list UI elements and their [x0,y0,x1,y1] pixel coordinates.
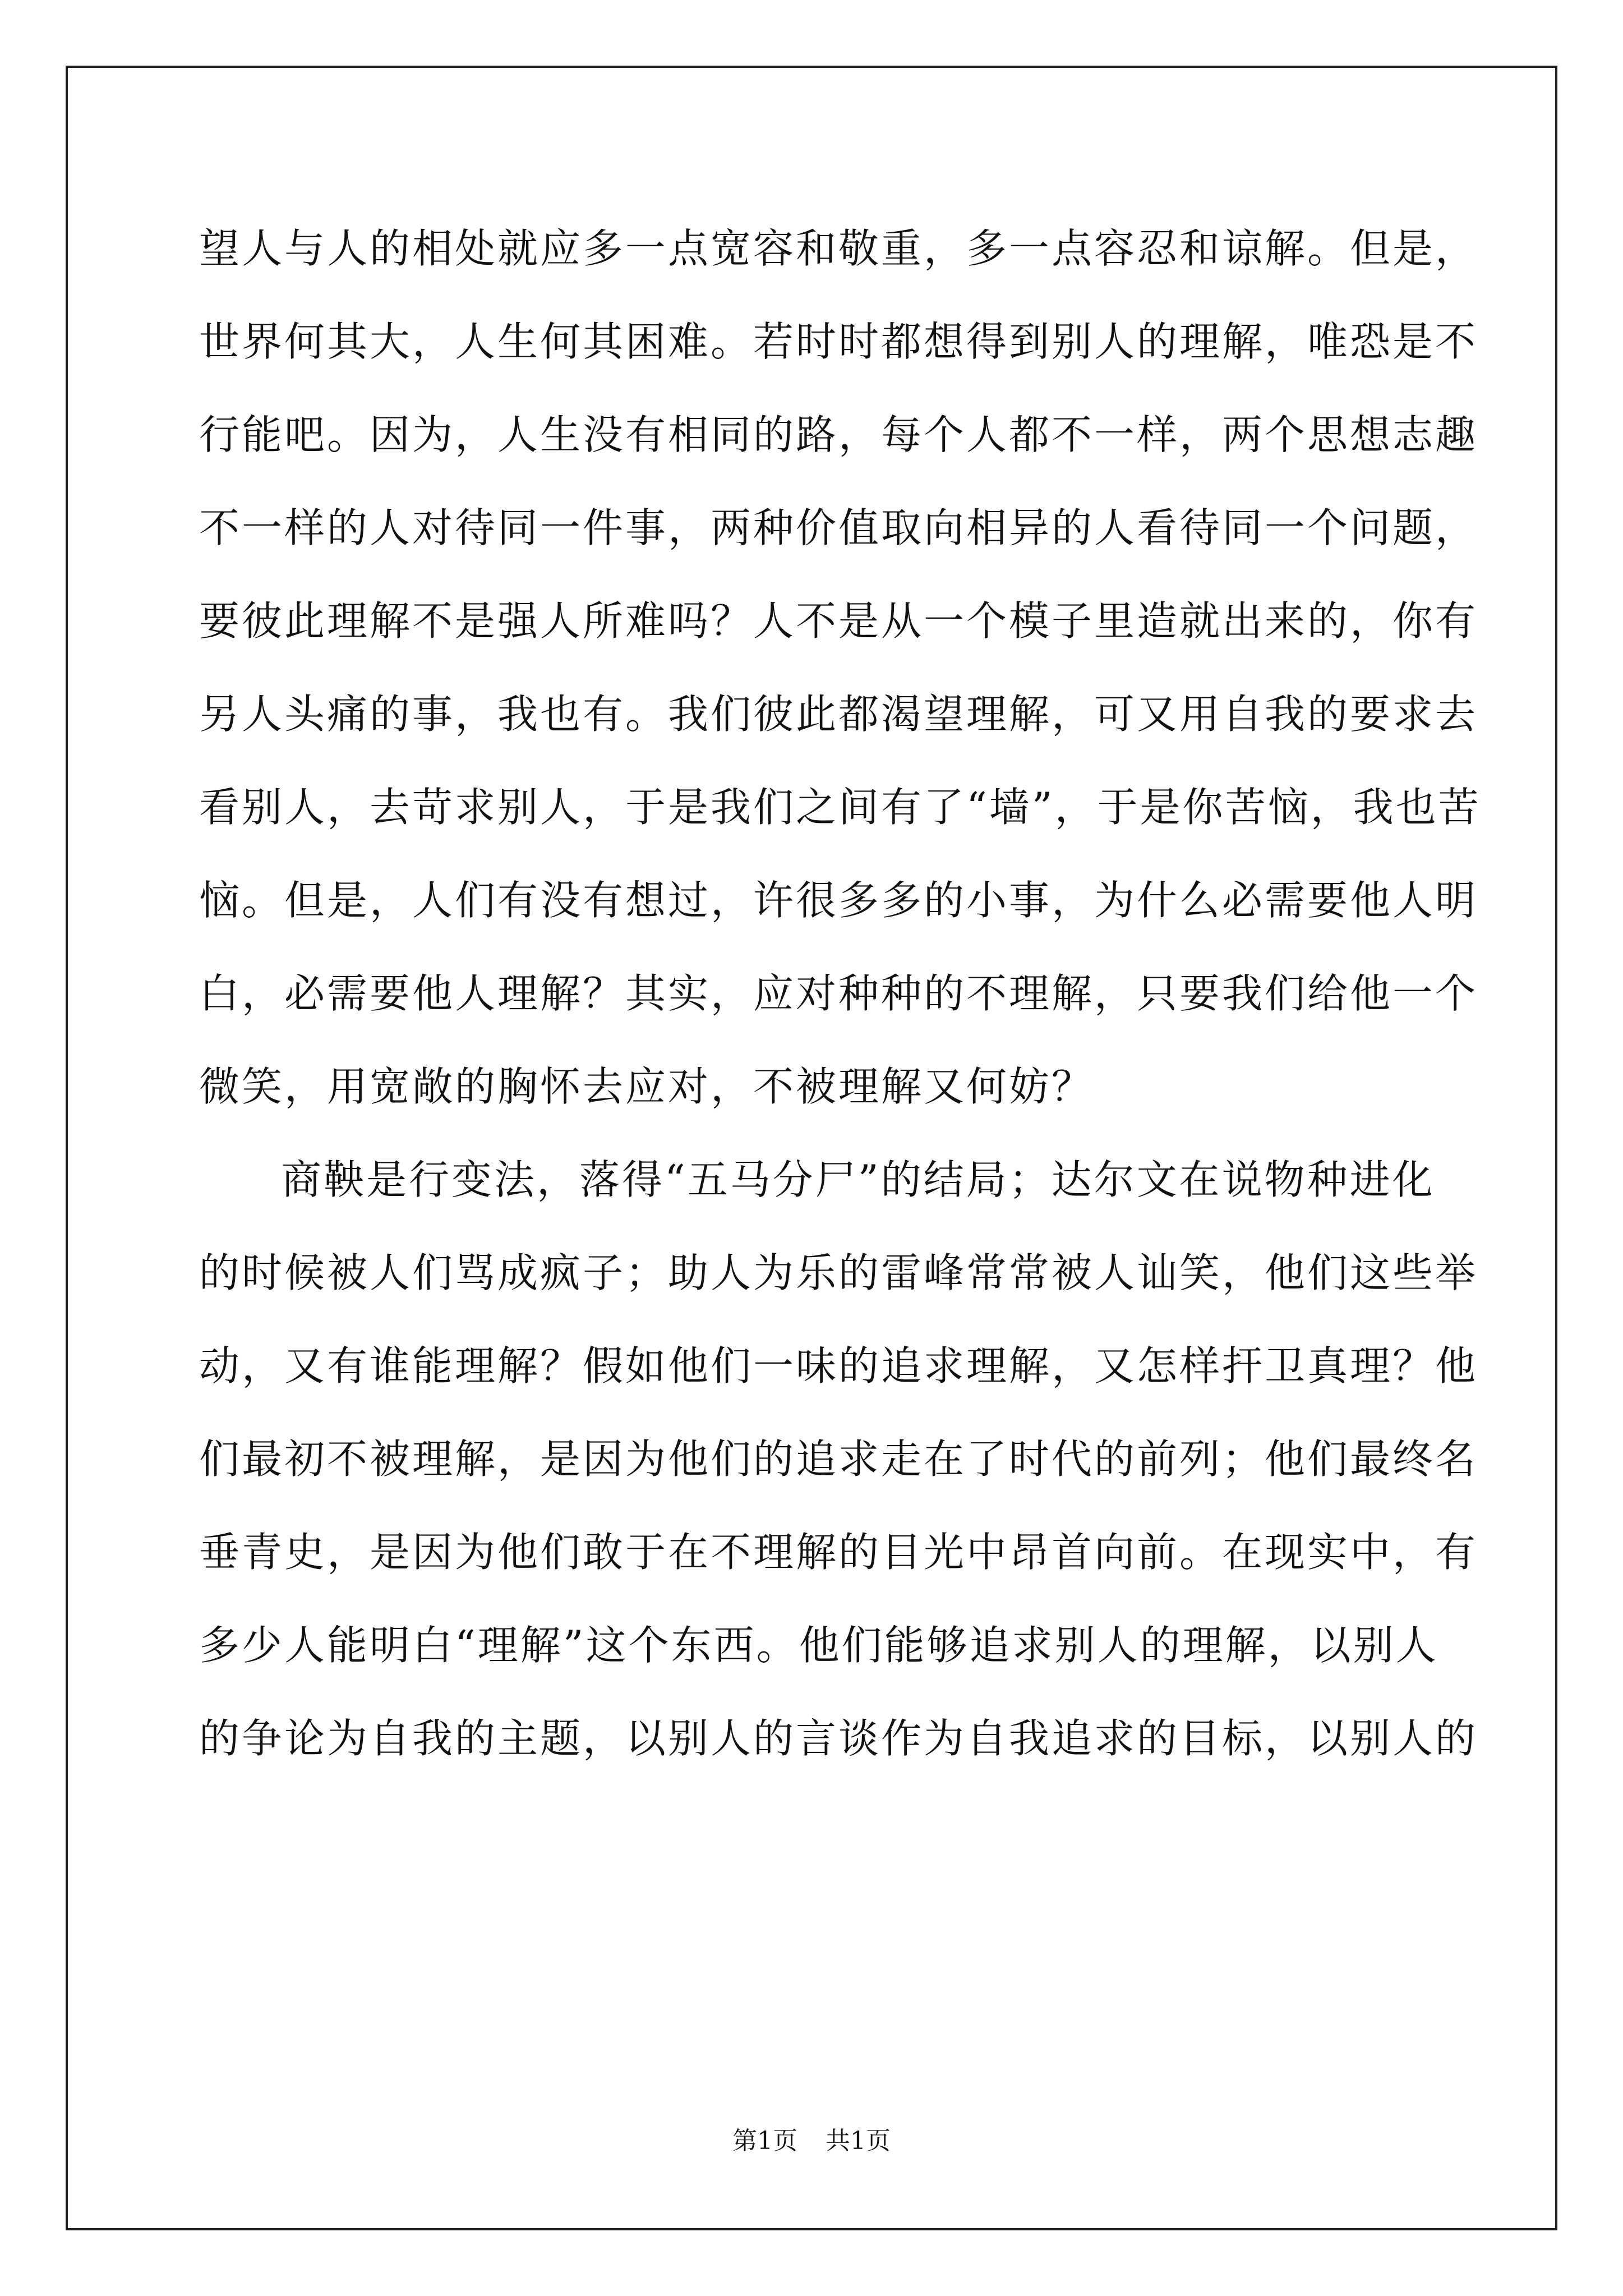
text-line: 不一样的人对待同一件事，两种价值取向相异的人看待同一个问题， [199,504,1478,551]
text-line: 的争论为自我的主题，以别人的言谈作为自我追求的目标，以别人的 [199,1715,1478,1762]
text-line: 恼。但是，人们有没有想过，许很多多的小事，为什么必需要他人明 [199,877,1478,924]
text-line: 多少人能明白“理解”这个东西。他们能够追求别人的理解，以别人 [199,1622,1438,1669]
text-line: 微笑，用宽敞的胸怀去应对，不被理解又何妨？ [199,1063,1095,1110]
text-line: 们最初不被理解，是因为他们的追求走在了时代的前列；他们最终名 [199,1435,1478,1483]
paragraph-first-line: 商鞅是行变法，落得“五马分尸”的结局；达尔文在说物种进化 [281,1156,1435,1203]
page-number: 第1页 [732,2127,797,2155]
text-line: 白，必需要他人理解？其实，应对种种的不理解，只要我们给他一个 [199,970,1478,1017]
page-footer [0,2120,1623,2156]
text-line: 看别人，去苛求别人，于是我们之间有了“墙”，于是你苦恼，我也苦 [199,784,1481,831]
text-line: 要彼此理解不是强人所难吗？人不是从一个模子里造就出来的，你有 [199,597,1478,645]
text-line: 行能吧。因为，人生没有相同的路，每个人都不一样，两个思想志趣 [199,411,1478,458]
text-line: 的时候被人们骂成疯子；助人为乐的雷峰常常被人讪笑，他们这些举 [199,1249,1478,1296]
document-body [199,202,1481,1785]
text-line: 世界何其大，人生何其困难。若时时都想得到别人的理解，唯恐是不 [199,318,1478,365]
text-line: 动，又有谁能理解？假如他们一味的追求理解，又怎样扞卫真理？他 [199,1342,1478,1389]
page-total: 共1页 [826,2127,891,2155]
text-line: 垂青史，是因为他们敢于在不理解的目光中昂首向前。在现实中，有 [199,1529,1478,1576]
text-line: 望人与人的相处就应多一点宽容和敬重，多一点容忍和谅解。但是， [199,225,1478,272]
text-line: 另人头痛的事，我也有。我们彼此都渴望理解，可又用自我的要求去 [199,691,1478,738]
